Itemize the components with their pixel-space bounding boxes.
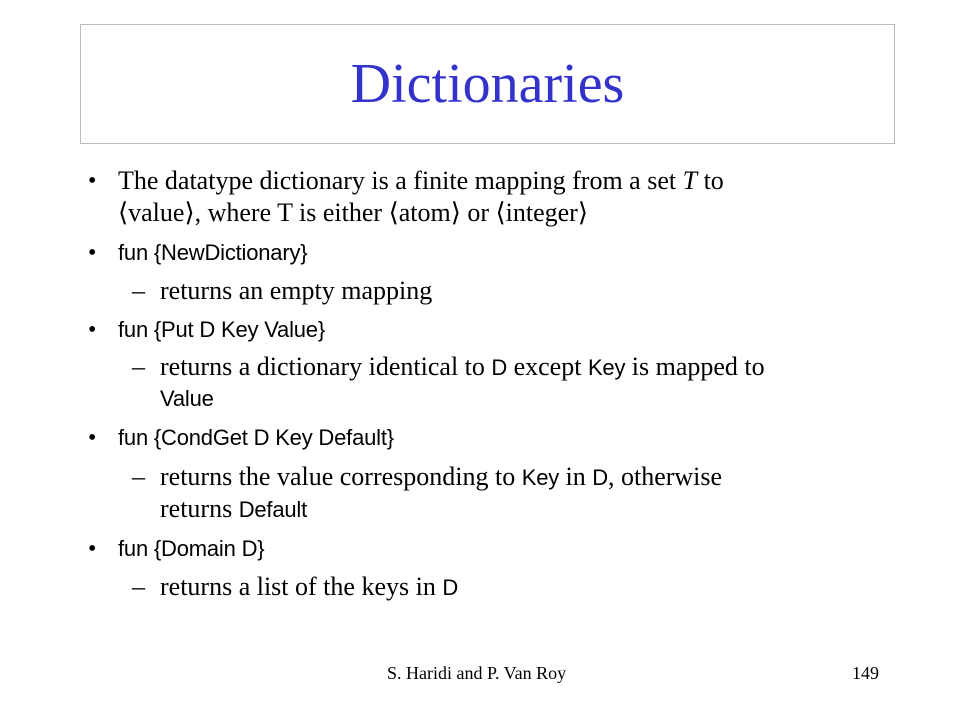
dash: – (132, 572, 145, 601)
bullet4-sub-line1: returns the value corresponding to Key in D, otherwise (160, 462, 723, 491)
bullet5-label: fun {Domain D} (118, 536, 265, 561)
bullet-dot: • (88, 536, 97, 562)
footer-page-number: 149 (852, 663, 879, 683)
bullet3-label: fun {Put D Key Value} (118, 317, 325, 342)
slide-title: Dictionaries (350, 53, 625, 115)
bullet3-sub-line1: returns a dictionary identical to D except Key is mapped to (160, 352, 765, 381)
bullet4-label: fun {CondGet D Key Default} (118, 425, 394, 450)
bullet1-line2: ⟨value⟩, where T is either ⟨atom⟩ or ⟨integer⟩ (118, 198, 588, 227)
bullet-dot: • (88, 425, 97, 451)
bullet-dot: • (88, 317, 97, 343)
bullet-dot: • (88, 168, 97, 194)
dash: – (132, 352, 145, 381)
dash: – (132, 276, 145, 305)
dash: – (132, 462, 145, 491)
bullet2-sub: returns an empty mapping (160, 276, 433, 305)
bullet1-line1: The datatype dictionary is a finite mapping from a set T to (118, 166, 724, 195)
bullet2-label: fun {NewDictionary} (118, 240, 308, 265)
bullet3-sub-line2: Value (160, 386, 214, 411)
footer-author: S. Haridi and P. Van Roy (387, 663, 567, 683)
bullet-dot: • (88, 240, 97, 266)
bullet4-sub-line2: returns Default (160, 494, 308, 523)
bullet5-sub: returns a list of the keys in D (160, 572, 459, 601)
